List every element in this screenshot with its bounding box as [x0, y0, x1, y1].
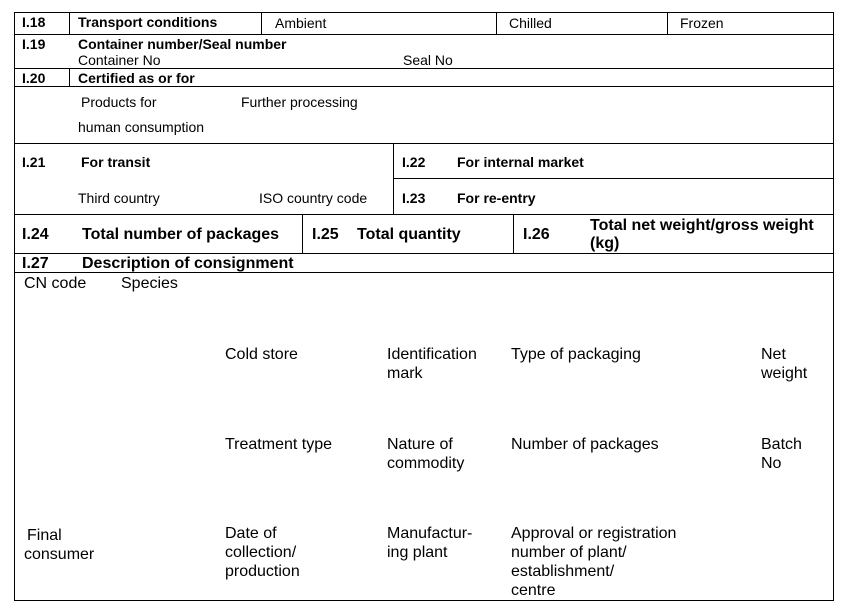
date-line: production: [225, 563, 300, 580]
final-label: Final: [27, 527, 62, 544]
transport-conditions-label: Transport conditions: [78, 14, 218, 30]
treatment-type-header: Treatment type: [225, 436, 333, 453]
third-country-field[interactable]: Third country: [78, 190, 160, 206]
rule: [14, 86, 834, 87]
transit-option[interactable]: [78, 154, 150, 171]
manufacturing-line: ing plant: [387, 544, 448, 561]
field-number-i24: I.24: [22, 226, 49, 243]
nature-line: Nature of: [387, 436, 453, 453]
type-of-packaging-header: Type of packaging: [511, 346, 641, 363]
field-number-i26: I.26: [523, 226, 550, 243]
cn-code-header: CN code: [24, 275, 87, 292]
field-number-i25: I.25: [312, 226, 339, 243]
internal-market-option[interactable]: [454, 154, 584, 171]
field-number-i23: I.23: [402, 190, 426, 206]
batch-line: No: [761, 455, 782, 472]
rule: [14, 253, 834, 254]
identification-mark-line: mark: [387, 365, 423, 382]
products-for-label: Products for: [81, 94, 157, 110]
rule: [667, 12, 668, 35]
further-processing-option[interactable]: [238, 94, 358, 111]
approval-line: number of plant/: [511, 544, 627, 561]
description-of-consignment-label: Description of consignment: [82, 255, 294, 272]
rule: [833, 12, 834, 601]
container-no-field[interactable]: Container No: [78, 52, 161, 68]
iso-country-code-field[interactable]: ISO country code: [259, 190, 368, 206]
net-weight-line: weight: [761, 365, 808, 382]
human-consumption-option[interactable]: [78, 94, 156, 111]
rule: [69, 68, 70, 87]
rule: [14, 143, 834, 144]
rule: [14, 12, 834, 13]
rule: [302, 214, 303, 254]
field-number-i22: I.22: [402, 154, 426, 170]
human-consumption-label: human consumption: [78, 119, 205, 135]
container-seal-label: Container number/Seal number: [78, 36, 287, 52]
frozen-option[interactable]: [677, 15, 724, 32]
field-number-i21: I.21: [22, 154, 46, 170]
certified-label: Certified as or for: [78, 70, 195, 86]
rule: [69, 12, 70, 35]
field-number-i20: I.20: [22, 70, 46, 86]
identification-mark-line: Identification: [387, 346, 477, 363]
nature-line: commodity: [387, 455, 465, 472]
cold-store-header: Cold store: [225, 346, 298, 363]
re-entry-option[interactable]: [454, 190, 536, 207]
chilled-option[interactable]: [506, 15, 552, 32]
internal-market-label: For internal market: [457, 154, 584, 170]
rule: [513, 214, 514, 254]
species-header: Species: [121, 275, 178, 292]
net-weight-line: Net: [761, 346, 786, 363]
re-entry-label: For re-entry: [457, 190, 536, 206]
total-packages-label: Total number of packages: [82, 226, 280, 243]
date-line: collection/: [225, 544, 297, 561]
net-gross-weight-label: Total net weight/gross weight: [590, 217, 814, 234]
batch-line: Batch: [761, 436, 802, 453]
rule: [14, 34, 834, 35]
field-number-i19: I.19: [22, 36, 46, 52]
seal-no-field[interactable]: Seal No: [403, 52, 453, 68]
number-of-packages-header: Number of packages: [511, 436, 659, 453]
final-consumer-option[interactable]: [24, 526, 62, 546]
ambient-option[interactable]: [272, 15, 326, 32]
rule: [14, 600, 834, 601]
manufacturing-line: Manufactur-: [387, 525, 473, 542]
ambient-label: Ambient: [275, 15, 327, 31]
transit-label: For transit: [81, 154, 151, 170]
rule: [14, 12, 15, 601]
consumer-label: consumer: [24, 546, 95, 563]
rule: [393, 143, 394, 215]
rule: [496, 12, 497, 35]
approval-line: centre: [511, 582, 556, 599]
approval-line: establishment/: [511, 563, 615, 580]
chilled-label: Chilled: [509, 15, 552, 31]
rule: [14, 68, 834, 69]
frozen-label: Frozen: [680, 15, 724, 31]
further-processing-label: Further processing: [241, 94, 358, 110]
rule: [393, 178, 834, 179]
rule: [14, 214, 834, 215]
net-gross-weight-unit: (kg): [590, 235, 620, 252]
date-line: Date of: [225, 525, 277, 542]
approval-line: Approval or registration: [511, 525, 677, 542]
field-number-i18: I.18: [22, 14, 46, 30]
total-quantity-label: Total quantity: [357, 226, 461, 243]
field-number-i27: I.27: [22, 255, 49, 272]
rule: [261, 12, 262, 35]
